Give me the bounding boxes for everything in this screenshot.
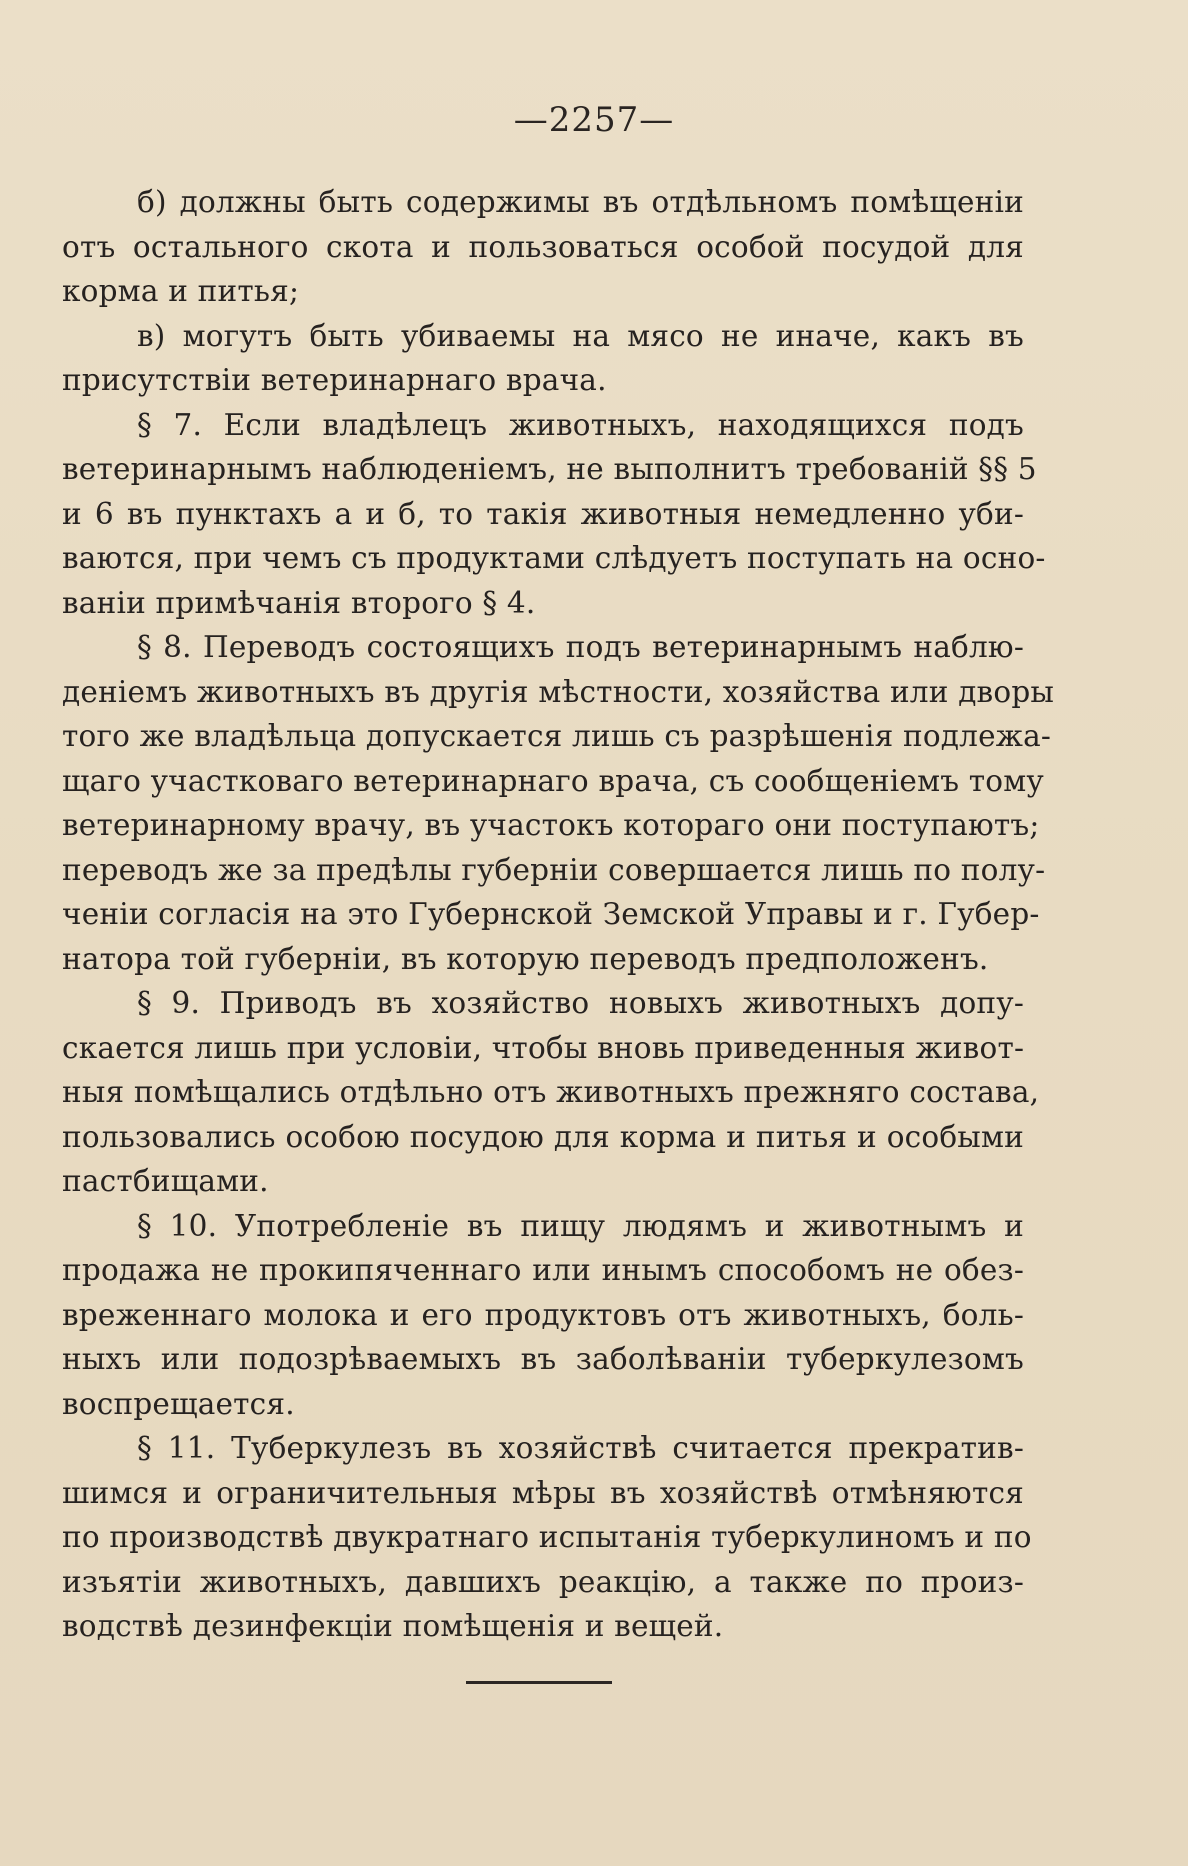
text-line: водствѣ дезинфекцiи помѣщенiя и вещей.	[62, 1609, 724, 1643]
text-line: присутствiи ветеринарнаго врача.	[62, 363, 607, 397]
text-line: в) могутъ быть убиваемы на мясо не иначе, какъ въ	[137, 318, 1024, 353]
text-line: щаго участковаго ветеринарнаго врача, съ сообщенiемъ тому	[62, 763, 1044, 798]
text-line: скается лишь при условiи, чтобы вновь приведенныя живот-	[62, 1030, 1025, 1065]
text-line: по производствѣ двукратнаго испытанiя туберкулиномъ и по	[62, 1520, 1032, 1554]
text-line: § 11. Туберкулезъ въ хозяйствѣ считается прекратив-	[137, 1431, 1024, 1465]
text-line: § 7. Если владѣлецъ животныхъ, находящихся подъ	[137, 407, 1024, 442]
text-line: б) должны быть содержимы въ отдѣльномъ помѣщенiи	[137, 185, 1024, 219]
text-line: ваются, при чемъ съ продуктами слѣдуетъ поступать на осно-	[62, 541, 1046, 575]
text-line: денiемъ животныхъ въ другiя мѣстности, хозяйства или дворы	[62, 674, 1055, 709]
page-number: —2257—	[513, 100, 675, 140]
text-line: того же владѣльца допускается лишь съ разрѣшенiя подлежа-	[62, 719, 1052, 753]
text-line: натора той губернiи, въ которую переводъ предположенъ.	[62, 941, 989, 976]
text-line: корма и питья;	[62, 274, 300, 308]
text-line: переводъ же за предѣлы губернiи совершается лишь по полу-	[62, 852, 1046, 887]
text-line: продажа не прокипяченнаго или инымъ способомъ не обез-	[62, 1253, 1024, 1287]
closing-rule	[466, 1681, 612, 1684]
text-line: отъ остального скота и пользоваться особой посудой для	[62, 229, 1024, 264]
text-line: пастбищами.	[62, 1164, 269, 1198]
text-line: и 6 въ пунктахъ а и б, то такiя животныя немедленно уби-	[62, 496, 1024, 531]
text-line: § 10. Употребленiе въ пищу людямъ и животнымъ и	[137, 1208, 1024, 1243]
text-line: ныхъ или подозрѣваемыхъ въ заболѣванiи туберкулезомъ	[62, 1342, 1024, 1376]
text-line: шимся и ограничительныя мѣры въ хозяйствѣ отмѣняются	[62, 1475, 1024, 1510]
text-line: вреженнаго молока и его продуктовъ отъ животныхъ, боль-	[62, 1297, 1024, 1332]
text-line: ченiи согласiя на это Губернской Земской Управы и г. Губер-	[62, 897, 1040, 931]
text-line: ванiи примѣчанiя второго § 4.	[62, 585, 536, 620]
text-line: ныя помѣщались отдѣльно отъ животныхъ прежняго состава,	[62, 1075, 1040, 1109]
text-line: воспрещается.	[62, 1386, 295, 1421]
text-line: § 9. Приводъ въ хозяйство новыхъ животныхъ допу-	[137, 986, 1024, 1020]
text-line: изъятiи животныхъ, давшихъ реакцiю, а также по произ-	[62, 1564, 1024, 1599]
text-line: ветеринарнымъ наблюденiемъ, не выполнитъ требованiй §§ 5	[62, 452, 1037, 486]
body-text	[62, 180, 1055, 1649]
text-line: § 8. Переводъ состоящихъ подъ ветеринарнымъ наблю-	[137, 630, 1024, 664]
text-line: пользовались особою посудою для корма и питья и особыми	[62, 1119, 1024, 1154]
text-line: ветеринарному врачу, въ участокъ котораго они поступаютъ;	[62, 808, 1040, 842]
